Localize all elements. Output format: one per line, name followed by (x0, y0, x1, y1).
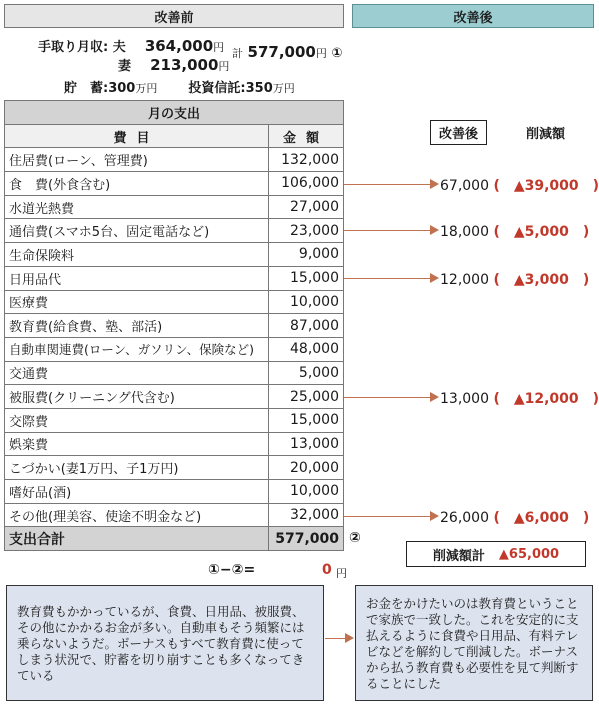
balance-label: ①−②= (208, 562, 256, 578)
col-amount-header: 金額 (269, 124, 344, 148)
row-item: 交通費 (5, 361, 269, 385)
row-item: 娯楽費 (5, 432, 269, 456)
arrow-line (344, 230, 432, 231)
total-amount: 577,000 (247, 43, 316, 61)
arrow-line (344, 184, 432, 185)
arrow-right-icon (430, 179, 439, 189)
trust-amount: 350 (245, 81, 273, 96)
trust-label: 投資信託: (188, 81, 246, 96)
after-row-food (440, 175, 599, 195)
arrow-right-icon (430, 273, 439, 283)
row-item: 自動車関連費(ローン、ガソリン、保険など) (5, 337, 269, 361)
row-amount: 106,000 (269, 172, 344, 196)
yen-unit: 円 (218, 60, 230, 73)
total-label: 支出合計 (5, 527, 269, 551)
cut-col-header: 削減額 (526, 127, 566, 142)
total-cut-box (406, 541, 586, 567)
husband-amount: 364,000 (144, 37, 214, 55)
table-row (5, 148, 344, 172)
arrow-right-icon (430, 511, 439, 521)
table-row (5, 503, 344, 527)
savings-amount: 300 (108, 81, 136, 96)
row-amount: 13,000 (269, 432, 344, 456)
row-amount: 15,000 (269, 266, 344, 290)
row-amount: 15,000 (269, 408, 344, 432)
cut-amount: ( ▲5,000 ) (493, 224, 590, 240)
husband-label: 夫 (112, 40, 126, 55)
after-amount: 67,000 (440, 178, 489, 194)
balance-unit: 円 (336, 567, 347, 580)
man-yen-unit: 万円 (272, 82, 295, 95)
row-item: 生命保険料 (5, 243, 269, 267)
arrow-line (344, 397, 432, 398)
after-amount: 18,000 (440, 224, 489, 240)
arrow-right-icon (345, 633, 354, 643)
after-amount: 26,000 (440, 510, 489, 526)
table-row (5, 456, 344, 480)
table-row (5, 314, 344, 338)
arrow-line (344, 516, 432, 517)
row-item: 教育費(給食費、塾、部活) (5, 314, 269, 338)
after-col-header: 改善後 (430, 120, 487, 145)
income-total (232, 43, 342, 61)
row-amount: 25,000 (269, 385, 344, 409)
table-title: 月の支出 (5, 101, 344, 125)
after-row-other (440, 507, 589, 527)
table-row (5, 290, 344, 314)
wife-label: 妻 (118, 59, 132, 74)
total-row (5, 527, 344, 551)
cut-amount: ( ▲3,000 ) (493, 272, 590, 288)
wife-amount: 213,000 (150, 56, 219, 74)
total-cut-label: 削減額計 (432, 548, 485, 564)
total-amount: 577,000 (269, 527, 344, 551)
row-amount: 20,000 (269, 456, 344, 480)
row-item: 日用品代 (5, 266, 269, 290)
row-item: 食 費(外食含む) (5, 172, 269, 196)
row-amount: 132,000 (269, 148, 344, 172)
income-row-wife (118, 55, 229, 74)
table-row (5, 219, 344, 243)
arrow-line (325, 638, 347, 639)
row-item: 通信費(スマホ5台、固定電話など) (5, 219, 269, 243)
table-row (5, 408, 344, 432)
table-row (5, 480, 344, 504)
balance-value: 0 (322, 562, 332, 578)
row-item: 交際費 (5, 408, 269, 432)
arrow-right-icon (430, 392, 439, 402)
row-amount: 27,000 (269, 195, 344, 219)
row-amount: 5,000 (269, 361, 344, 385)
table-row (5, 361, 344, 385)
after-row-clothing (440, 388, 599, 408)
row-item: その他(理美容、使途不明金など) (5, 503, 269, 527)
assets-row (64, 77, 295, 96)
row-item: 住居費(ローン、管理費) (5, 148, 269, 172)
col-item-header: 費目 (5, 124, 269, 148)
after-amount: 12,000 (440, 272, 489, 288)
total-cut-value: ▲65,000 (498, 546, 560, 562)
row-item: 被服費(クリーニング代含む) (5, 385, 269, 409)
before-header: 改善前 (4, 4, 344, 28)
man-yen-unit: 万円 (135, 82, 158, 95)
row-amount: 87,000 (269, 314, 344, 338)
arrow-line (344, 278, 432, 279)
cut-amount: ( ▲6,000 ) (493, 510, 590, 526)
row-amount: 32,000 (269, 503, 344, 527)
arrow-right-icon (430, 225, 439, 235)
after-amount: 13,000 (440, 391, 489, 407)
after-header: 改善後 (352, 4, 594, 28)
income-label: 手取り月収: (38, 40, 109, 55)
note-before: 教育費もかかっているが、食費、日用品、被服費、その他にかかるお金が多い。自動車もそう頻繁には乗らないようだ。ボーナスもすべて教育費に使ってしまう状況で、貯蓄を切り崩すことも多くなってきている (6, 585, 324, 701)
row-item: こづかい(妻1万円、子1万円) (5, 456, 269, 480)
total-label: 計 (232, 47, 243, 60)
expense-total-mark: ② (349, 530, 361, 546)
table-row (5, 385, 344, 409)
table-row (5, 432, 344, 456)
note-after: お金をかけたいのは教育費ということで家族で一致した。これを安定的に支払えるように食費や日用品、有料テレビなどを解約して削減した。ボーナスから払う教育費も必要性を見て判断することにした (355, 585, 593, 701)
cut-amount: ( ▲39,000 ) (493, 178, 599, 194)
row-amount: 48,000 (269, 337, 344, 361)
income-row-husband (38, 36, 224, 55)
total-mark: ① (331, 46, 343, 61)
row-amount: 9,000 (269, 243, 344, 267)
cut-amount: ( ▲12,000 ) (493, 391, 599, 407)
row-amount: 23,000 (269, 219, 344, 243)
yen-unit: 円 (213, 41, 225, 54)
after-row-communication (440, 221, 589, 241)
table-row (5, 195, 344, 219)
row-item: 嗜好品(酒) (5, 480, 269, 504)
row-item: 水道光熱費 (5, 195, 269, 219)
row-amount: 10,000 (269, 480, 344, 504)
after-row-daily (440, 269, 589, 289)
row-amount: 10,000 (269, 290, 344, 314)
savings-label: 貯 蓄: (64, 81, 109, 96)
table-row (5, 243, 344, 267)
table-row (5, 172, 344, 196)
table-row (5, 337, 344, 361)
table-row (5, 266, 344, 290)
yen-unit: 円 (315, 47, 327, 60)
expense-table (4, 100, 344, 551)
row-item: 医療費 (5, 290, 269, 314)
